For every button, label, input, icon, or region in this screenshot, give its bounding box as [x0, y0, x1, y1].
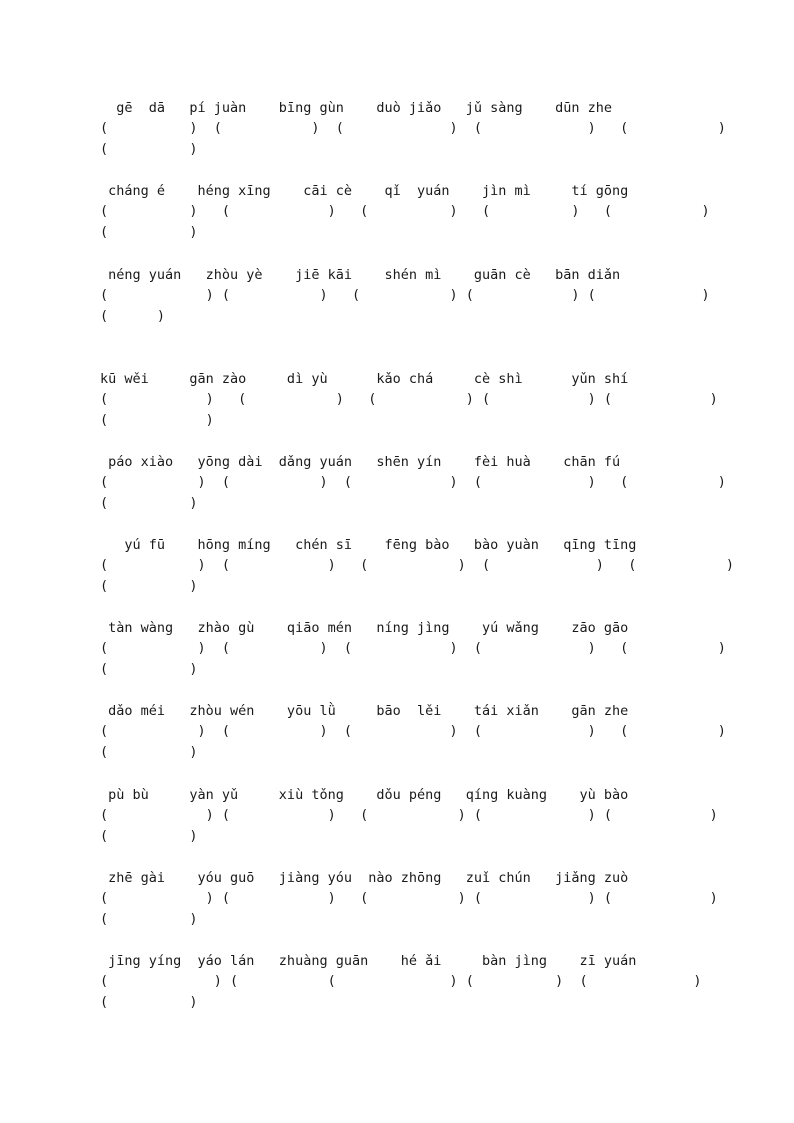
exercise-group-6: [100, 535, 734, 605]
answer-blanks: ( ) ( ) ( ) ( ) ( ): [100, 723, 726, 739]
pinyin-line: tàn wàng zhào gù qiāo mén níng jìng yú wǎng zāo gāo: [100, 620, 629, 636]
pinyin-line: kū wěi gān zào dì yù kǎo chá cè shì yǔn shí: [100, 371, 629, 387]
answer-blanks: ( ) ( ) ( ) ( ) ( ): [100, 391, 718, 407]
answer-blank-overflow: ( ): [100, 828, 198, 844]
pinyin-line: páo xiào yōng dài dǎng yuán shēn yín fèi huà chān fú: [100, 454, 621, 470]
answer-blanks: ( ) ( ( ) ( ) ( ): [100, 973, 702, 989]
exercise-group-5: [100, 452, 726, 522]
answer-blank-overflow: ( ): [100, 578, 198, 594]
exercise-group-10: [100, 868, 720, 938]
pinyin-line: jīng yíng yáo lán zhuàng guān hé ǎi bàn jìng zī yuán: [100, 953, 637, 969]
answer-blank-overflow: ( ): [100, 141, 198, 157]
exercise-group-11: [100, 951, 720, 1021]
answer-blanks: ( ) ( ) ( ) ( ) ( ): [100, 474, 726, 490]
answer-blanks: ( ) ( ) ( ) ( ) ( ): [100, 807, 718, 823]
answer-blanks: ( ) ( ) ( ) ( ) ( ): [100, 203, 710, 219]
answer-blanks: ( ) ( ) ( ) ( ) ( ): [100, 890, 718, 906]
pinyin-line: gē dā pí juàn bīng gùn duò jiǎo jǔ sàng dūn zhe: [100, 100, 613, 116]
answer-blanks: ( ) ( ) ( ) ( ) ( ): [100, 120, 726, 136]
exercise-group-7: [100, 618, 726, 688]
pinyin-line: cháng é héng xīng cāi cè qǐ yuán jìn mì tí gōng: [100, 183, 629, 199]
exercise-group-3: [100, 265, 720, 335]
exercise-group-4: [100, 369, 720, 439]
exercise-group-9: [100, 785, 720, 855]
answer-blank-overflow: ( ): [100, 308, 166, 324]
pinyin-line: dǎo méi zhòu wén yōu lǜ bāo lěi tái xiǎn gān zhe: [100, 703, 629, 719]
exercise-group-2: [100, 181, 720, 251]
answer-blank-overflow: ( ): [100, 661, 198, 677]
answer-blanks: ( ) ( ) ( ) ( ) ( ): [100, 557, 734, 573]
exercise-group-1: [100, 98, 726, 168]
answer-blanks: ( ) ( ) ( ) ( ) ( ): [100, 640, 726, 656]
answer-blank-overflow: ( ): [100, 911, 198, 927]
answer-blank-overflow: ( ): [100, 224, 198, 240]
pinyin-line: néng yuán zhòu yè jiē kāi shén mì guān cè bān diǎn: [100, 267, 621, 283]
answer-blank-overflow: ( ): [100, 412, 214, 428]
pinyin-line: zhē gài yóu guō jiàng yóu nào zhōng zuǐ chún jiǎng zuò: [100, 870, 629, 886]
answer-blank-overflow: ( ): [100, 744, 198, 760]
exercise-group-8: [100, 701, 726, 771]
pinyin-line: yú fū hōng míng chén sī fēng bào bào yuàn qīng tīng: [100, 537, 637, 553]
answer-blank-overflow: ( ): [100, 994, 198, 1010]
answer-blank-overflow: ( ): [100, 495, 198, 511]
pinyin-line: pù bù yàn yǔ xiù tǒng dǒu péng qíng kuàng yù bào: [100, 787, 629, 803]
answer-blanks: ( ) ( ) ( ) ( ) ( ): [100, 287, 710, 303]
